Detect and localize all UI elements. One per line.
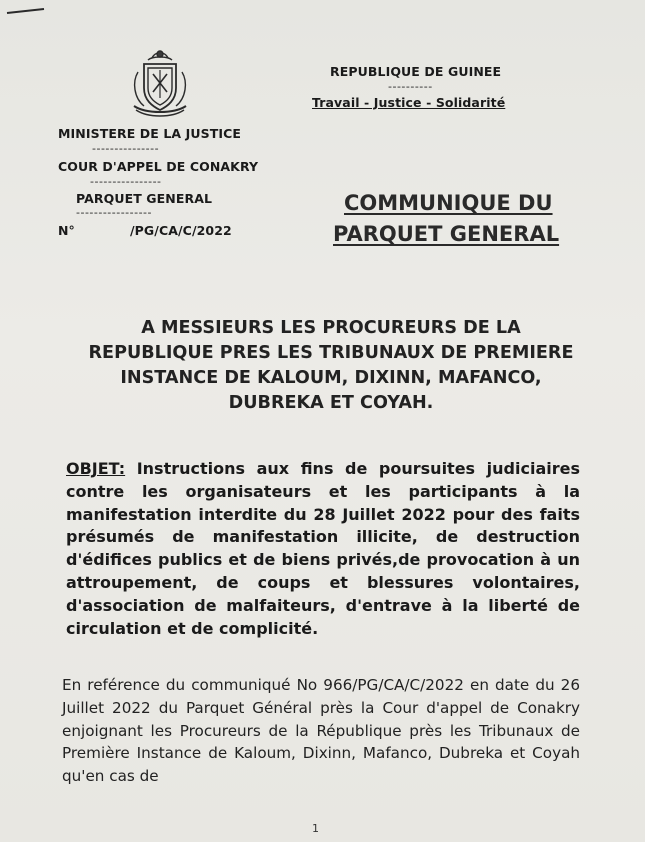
pen-mark <box>6 8 46 14</box>
page-number: 1 <box>312 822 319 835</box>
office-name: PARQUET GENERAL <box>76 191 213 206</box>
communique-title-line1: COMMUNIQUE DU <box>344 191 553 215</box>
objet-text: Instructions aux fins de poursuites judiciaires contre les organisateurs et les participants à la manifestation interdite du 28 Juillet 2022 pour des faits présumés de manifestation illicite, de destruction d'édifices publics et de biens privés,de provocation à un attroupement, de coups et blessures volontaires, d'association de malfaiteurs, d'entrave à la liberté de circulation et de complicité. <box>66 459 580 638</box>
separator-dashes: ----------------- <box>76 206 152 219</box>
reference-label: N° <box>58 223 75 238</box>
national-motto: Travail - Justice - Solidarité <box>312 95 506 110</box>
guinea-coat-of-arms-emblem <box>122 48 198 120</box>
separator-dashes: ---------------- <box>90 175 162 188</box>
body-paragraph: En reférence du communiqué No 966/PG/CA/C/2022 en date du 26 Juillet 2022 du Parquet Général près la Cour d'appel de Conakry enjoignant les Procureurs de la République près les Tribunaux de Première Instance de Kaloum, Dixinn, Mafanco, Dubreka et Coyah qu'en cas de <box>62 676 580 786</box>
separator-dashes: --------------- <box>92 142 160 155</box>
objet-paragraph <box>66 458 580 640</box>
ministry-name: MINISTERE DE LA JUSTICE <box>58 126 242 141</box>
country-name: REPUBLIQUE DE GUINEE <box>330 64 502 79</box>
separator-dashes: ---------- <box>388 80 433 93</box>
objet-label: OBJET: <box>66 459 126 478</box>
communique-title-line2: PARQUET GENERAL <box>333 222 560 246</box>
court-name: COUR D'APPEL DE CONAKRY <box>58 159 259 174</box>
addressee-heading: A MESSIEURS LES PROCUREURS DE LA REPUBLIQUE PRES LES TRIBUNAUX DE PREMIERE INSTANCE DE KALOUM, DIXINN, MAFANCO, DUBREKA ET COYAH. <box>88 318 574 413</box>
reference-number: /PG/CA/C/2022 <box>130 223 232 238</box>
